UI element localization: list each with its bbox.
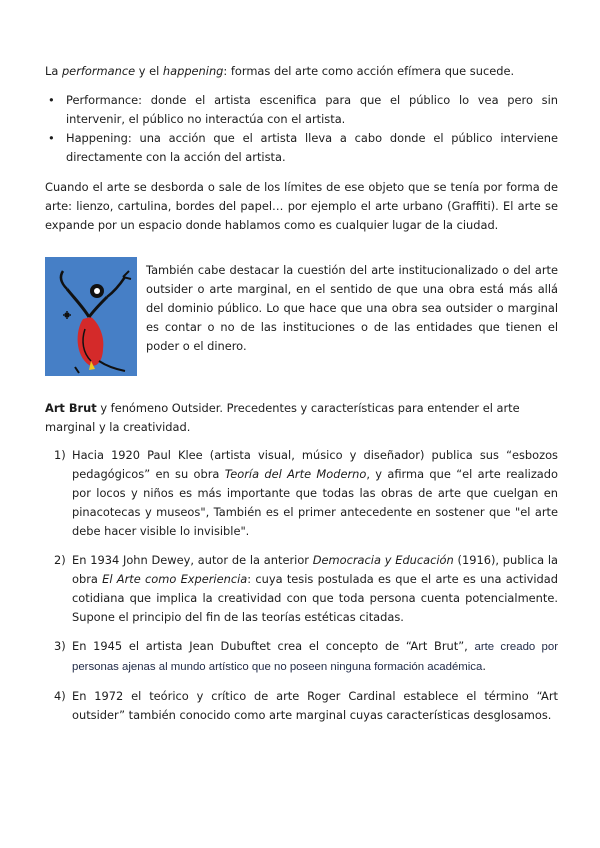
art-brut-definition: arte creado por personas ajenas al mundo artístico que no poseen ninguna formación académica bbox=[72, 641, 558, 673]
book-title-teoria: Teoría del Arte Moderno bbox=[224, 467, 367, 481]
item-text: , y afirma que “el arte realizado por locos y niños es más importante que todas las obras de arte que cuelgan en pinacotecas y museos", También es el primer antecedente en sostener que "el arte debe hacer visible lo invisible". bbox=[72, 467, 558, 538]
bullet-item-happening: • Happening: una acción que el artista lleva a cabo donde el público interviene directamente con la acción del artista. bbox=[45, 129, 558, 167]
numbered-item-klee bbox=[45, 446, 558, 541]
bullet-item-performance: • Performance: donde el artista escenifica para que el público lo vea pero sin intervenir, el público no interactúa con el artista. bbox=[45, 91, 558, 129]
item-text: (1916), publica la obra bbox=[72, 553, 558, 586]
bullet-list bbox=[45, 91, 558, 167]
artwork-block bbox=[45, 253, 558, 374]
item-text: Hacia 1920 Paul Klee (artista visual, músico y diseñador) publica sus “esbozos pedagógicos” en su obra bbox=[72, 448, 558, 481]
intro-paragraph bbox=[45, 62, 558, 81]
miro-artwork-image bbox=[45, 257, 137, 376]
art-brut-heading-paragraph bbox=[45, 399, 558, 437]
intro-text-3: : formas del arte como acción efímera que sucede. bbox=[223, 64, 515, 78]
document-page bbox=[45, 62, 558, 735]
item-text: En 1945 el artista Jean Dubuftet crea el concepto de “Art Brut”, bbox=[72, 639, 475, 653]
item-number: 2) bbox=[54, 553, 66, 567]
numbered-item-dubuffet bbox=[45, 637, 558, 677]
item-number: 4) bbox=[54, 689, 66, 703]
expanded-art-paragraph: Cuando el arte se desborda o sale de los límites de ese objeto que se tenía por forma de arte: lienzo, cartulina, bordes del papel… por ejemplo el arte urbano (Graffiti). El arte se expande por un espacio donde hablamos como es cualquier lugar de la ciudad. bbox=[45, 180, 558, 232]
intro-text-1: La bbox=[45, 64, 62, 78]
book-title-democracia: Democracia y Educación bbox=[312, 553, 454, 567]
intro-text-2: y el bbox=[135, 64, 163, 78]
art-brut-term: Art Brut bbox=[45, 401, 97, 415]
item-text: En 1934 John Dewey, autor de la anterior bbox=[72, 553, 313, 567]
numbered-item-dewey bbox=[45, 551, 558, 627]
intro-happening-term: happening bbox=[162, 64, 224, 78]
numbered-list bbox=[45, 446, 558, 725]
item-text: : cuya tesis postulada es que el arte es una actividad cotidiana que implica la creatividad con que toda persona cuenta potencialmente. Supone el principio del fin de las teorías estéticas citadas. bbox=[72, 572, 558, 624]
item-number: 3) bbox=[54, 639, 66, 653]
item-text: . bbox=[482, 659, 486, 673]
item-text: En 1972 el teórico y crítico de arte Roger Cardinal establece el término “Art outsider” también conocido como arte marginal cuyas características desglosamos. bbox=[72, 689, 558, 722]
numbered-item-cardinal bbox=[45, 687, 558, 725]
item-number: 1) bbox=[54, 448, 66, 462]
art-brut-description: y fenómeno Outsider. Precedentes y características para entender el arte marginal y la creatividad. bbox=[45, 401, 520, 434]
book-title-arte-experiencia: El Arte como Experiencia bbox=[102, 572, 248, 586]
institutional-art-paragraph: También cabe destacar la cuestión del arte institucionalizado o del arte outsider o arte marginal, en el sentido de que una obra está más allá del dominio público. Lo que hace que una obra sea outsider o marginal es contar o no de las instituciones o de las entidades que tienen el poder o el dinero. bbox=[146, 263, 558, 353]
intro-performance-term: performance bbox=[61, 64, 136, 78]
